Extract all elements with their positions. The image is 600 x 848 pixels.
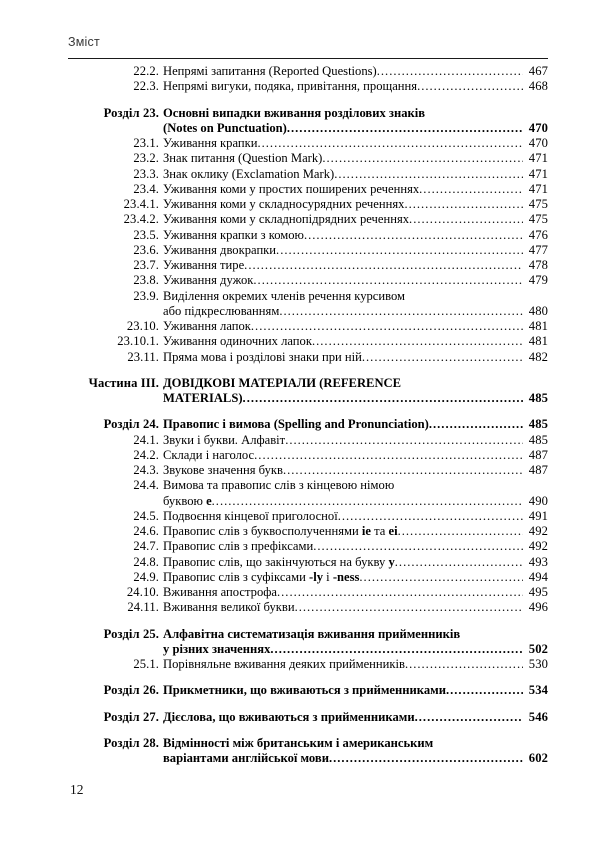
toc-entry[interactable] xyxy=(68,627,548,642)
toc-entry[interactable] xyxy=(68,376,548,391)
toc-entry-title: Уживання двокрапки xyxy=(163,242,277,257)
toc-dot-leader xyxy=(254,448,523,463)
toc-entry[interactable] xyxy=(68,751,548,766)
toc-entry-body xyxy=(163,657,548,672)
toc-entry-title: Знак оклику (Exclamation Mark) xyxy=(163,166,335,181)
toc-entry-body xyxy=(163,197,548,212)
toc-page-number: 467 xyxy=(528,64,548,78)
toc-entry-body xyxy=(163,136,548,151)
toc-entry[interactable] xyxy=(68,334,548,349)
toc-entry-body xyxy=(163,64,548,79)
toc-entry-body xyxy=(163,106,548,121)
toc-entry-number: 23.11. xyxy=(127,349,159,364)
toc-page-number: 502 xyxy=(528,641,548,656)
toc-page-number: 492 xyxy=(528,539,548,554)
toc-page-number: 485 xyxy=(528,391,548,405)
toc-entry-body xyxy=(163,710,548,725)
toc-entry-title: Виділення окремих членів речення курсивом xyxy=(163,288,406,303)
toc-entry[interactable] xyxy=(68,258,548,273)
toc-dot-leader xyxy=(395,555,523,570)
toc-entry[interactable] xyxy=(68,710,548,725)
toc-dot-leader xyxy=(253,273,523,288)
toc-entry-number: 24.2. xyxy=(133,447,159,462)
toc-entry-body xyxy=(163,751,548,766)
toc-entry[interactable] xyxy=(68,570,548,585)
toc-page-number: 478 xyxy=(528,258,548,272)
toc-entry[interactable] xyxy=(68,167,548,182)
toc-entry-body xyxy=(163,642,548,657)
toc-dot-leader xyxy=(212,494,523,509)
toc-entry-body xyxy=(163,448,548,463)
toc-page-number: 476 xyxy=(528,227,548,242)
toc-entry-title: Звуки і букви. Алфавіт xyxy=(163,432,286,447)
toc-dot-leader xyxy=(313,539,523,554)
toc-page-number: 480 xyxy=(528,303,548,318)
toc-entry-number: 24.4. xyxy=(133,478,159,493)
toc-entry-title: Уживання крапки xyxy=(163,136,258,150)
toc-entry-number: Розділ 28. xyxy=(103,735,159,750)
folio-page-number: 12 xyxy=(70,782,84,797)
toc-spacer xyxy=(68,672,548,683)
toc-page-number: 470 xyxy=(528,120,548,135)
toc-page-number: 471 xyxy=(528,181,548,196)
toc-dot-leader xyxy=(329,751,523,766)
toc-entry-number: Розділ 24. xyxy=(103,417,159,432)
toc-entry-body xyxy=(163,121,548,136)
toc-entry-number: 23.3. xyxy=(133,166,159,181)
toc-dot-leader xyxy=(405,657,523,672)
toc-dot-leader xyxy=(398,524,523,539)
toc-dot-leader xyxy=(251,319,523,334)
toc-spacer xyxy=(68,95,548,106)
toc-entry[interactable] xyxy=(68,197,548,212)
toc-entry-number: Розділ 27. xyxy=(103,709,159,724)
toc-page-number: 468 xyxy=(528,79,548,94)
toc-dot-leader xyxy=(415,710,523,725)
toc-entry[interactable] xyxy=(68,350,548,365)
toc-page-number: 475 xyxy=(528,212,548,227)
toc-entry-number: 24.5. xyxy=(133,508,159,523)
toc-page-number: 485 xyxy=(528,417,548,432)
toc-entry-body xyxy=(163,167,548,182)
toc-entry[interactable] xyxy=(68,319,548,334)
toc-entry-number: 23.1. xyxy=(133,136,159,150)
toc-entry-body xyxy=(163,273,548,288)
toc-entry[interactable] xyxy=(68,151,548,166)
toc-entry-number: Частина III. xyxy=(88,375,159,390)
toc-entry-body xyxy=(163,478,548,493)
toc-entry-body xyxy=(163,228,548,243)
toc-entry-number: 23.4.2. xyxy=(123,212,159,227)
toc-entry[interactable] xyxy=(68,417,548,432)
toc-entry-title: Вживання великої букви xyxy=(163,600,295,615)
toc-entry[interactable] xyxy=(68,448,548,463)
toc-entry-body xyxy=(163,433,548,448)
toc-entry[interactable] xyxy=(68,555,548,570)
toc-entry-title: Уживання одиночних лапок xyxy=(163,334,312,349)
toc-dot-leader xyxy=(429,417,523,432)
toc-dot-leader xyxy=(312,334,523,349)
toc-dot-leader xyxy=(243,391,523,406)
toc-entry-title: Вимова та правопис слів з кінцевою німою xyxy=(163,478,395,493)
toc-entry-body xyxy=(163,151,548,166)
toc-entry-body xyxy=(163,376,548,391)
toc-entry-body xyxy=(163,182,548,197)
toc-spacer xyxy=(68,616,548,627)
toc-entry-title: Пряма мова і розділові знаки при ній xyxy=(163,349,362,364)
toc-dot-leader xyxy=(277,585,523,600)
toc-entry-title: Уживання тире xyxy=(163,258,245,272)
toc-page-number: 475 xyxy=(528,197,548,211)
toc-entry-number: 24.8. xyxy=(133,554,159,569)
toc-entry[interactable] xyxy=(68,64,548,79)
toc-page-number: 496 xyxy=(528,600,548,615)
toc-entry[interactable] xyxy=(68,463,548,478)
toc-entry-title: Вживання апострофа xyxy=(163,585,277,599)
toc-page-number: 481 xyxy=(528,319,548,333)
toc-entry[interactable] xyxy=(68,121,548,136)
toc-entry-title: буквою e xyxy=(163,493,212,508)
toc-dot-leader xyxy=(322,151,523,166)
toc-entry-title: Непрямі запитання (Reported Questions) xyxy=(163,64,377,78)
toc-entry-number: 23.7. xyxy=(133,258,159,272)
header-rule xyxy=(68,58,548,59)
toc-dot-leader xyxy=(338,509,523,524)
toc-dot-leader xyxy=(295,600,523,615)
toc-entry[interactable] xyxy=(68,509,548,524)
toc-entry-number: 23.8. xyxy=(133,273,159,288)
toc-page-number: 495 xyxy=(528,585,548,599)
toc-entry-number: 23.6. xyxy=(133,242,159,257)
toc-dot-leader xyxy=(404,197,523,212)
toc-entry[interactable] xyxy=(68,494,548,509)
toc-dot-leader xyxy=(287,121,523,136)
toc-dot-leader xyxy=(419,182,523,197)
toc-page-number: 490 xyxy=(528,493,548,508)
toc-dot-leader xyxy=(359,570,523,585)
toc-entry-title: Звукове значення букв xyxy=(163,463,283,477)
toc-entry-body xyxy=(163,627,548,642)
toc-entry[interactable] xyxy=(68,600,548,615)
toc-entry-body xyxy=(163,79,548,94)
toc-entry-title: Прикметники, що вживаються з прийменниками xyxy=(163,683,446,698)
toc-entry-body xyxy=(163,524,548,539)
toc-entry-body xyxy=(163,600,548,615)
toc-entry-title: Уживання дужок xyxy=(163,273,254,288)
toc-page-number: 492 xyxy=(528,524,548,538)
toc-entry-title: MATERIALS) xyxy=(163,391,243,405)
toc-entry-title: Подвоєння кінцевої приголосної xyxy=(163,508,338,523)
toc-entry-body xyxy=(163,585,548,600)
toc-spacer xyxy=(68,699,548,710)
toc-entry-title: Знак питання (Question Mark) xyxy=(163,151,323,166)
toc-entry-title: Правопис слів, що закінчуються на букву y xyxy=(163,554,395,569)
toc-dot-leader xyxy=(276,243,523,258)
toc-entry-body xyxy=(163,570,548,585)
toc-page-number: 491 xyxy=(528,508,548,523)
toc-entry-title: Уживання лапок xyxy=(163,319,251,333)
toc-entry-title: Правопис слів з префіксами xyxy=(163,539,314,554)
toc-page-number: 487 xyxy=(528,463,548,477)
toc-entry[interactable] xyxy=(68,212,548,227)
toc-entry-title: Порівняльне вживання деяких прийменників xyxy=(163,657,405,671)
toc-page-number: 479 xyxy=(528,273,548,288)
toc-entry-title: Уживання коми у складносурядних реченнях xyxy=(163,197,405,211)
toc-entry-title: Правопис і вимова (Spelling and Pronunciation) xyxy=(163,417,429,432)
toc-entry[interactable] xyxy=(68,106,548,121)
toc-entry-title: Уживання коми у простих поширених реченнях xyxy=(163,181,420,196)
toc-entry-body xyxy=(163,683,548,698)
toc-entry-body xyxy=(163,212,548,227)
toc-page-number: 494 xyxy=(528,569,548,584)
toc-entry-body xyxy=(163,334,548,349)
toc-dot-leader xyxy=(285,433,523,448)
toc-entry-body xyxy=(163,463,548,478)
toc-page-number: 493 xyxy=(528,554,548,569)
toc-dot-leader xyxy=(270,642,523,657)
toc-entry-title: ДОВІДКОВІ МАТЕРІАЛИ (REFERENCE xyxy=(163,375,402,390)
toc-page-number: 470 xyxy=(528,136,548,150)
toc-entry-number: 24.1. xyxy=(133,432,159,447)
toc-entry[interactable] xyxy=(68,182,548,197)
toc-entry-number: 24.7. xyxy=(133,539,159,554)
toc-entry[interactable] xyxy=(68,657,548,672)
toc-entry-number: 24.11. xyxy=(127,600,159,615)
toc-dot-leader xyxy=(244,258,523,273)
toc-page-number: 530 xyxy=(528,657,548,671)
toc-entry-body xyxy=(163,391,548,406)
toc-page-number: 471 xyxy=(528,166,548,181)
toc-entry-body xyxy=(163,417,548,432)
toc-dot-leader xyxy=(283,463,523,478)
toc-spacer xyxy=(68,365,548,376)
toc-entry-title: у різних значеннях xyxy=(163,641,271,656)
toc-entry-number: Розділ 25. xyxy=(103,626,159,641)
toc-list xyxy=(68,64,548,766)
toc-entry[interactable] xyxy=(68,228,548,243)
toc-entry-number: 24.6. xyxy=(133,524,159,538)
toc-entry[interactable] xyxy=(68,79,548,94)
toc-page-number: 534 xyxy=(528,683,548,698)
toc-entry-body xyxy=(163,258,548,273)
toc-entry-title: Непрямі вигуки, подяка, привітання, прощання xyxy=(163,79,418,94)
toc-entry-number: 24.3. xyxy=(133,463,159,477)
toc-entry-body xyxy=(163,319,548,334)
running-head: Зміст xyxy=(68,35,100,49)
toc-entry-title: або підкреслюванням xyxy=(163,303,280,318)
toc-entry-number: 23.2. xyxy=(133,151,159,166)
toc-page-number: 602 xyxy=(528,751,548,765)
toc-dot-leader xyxy=(446,683,523,698)
toc-entry[interactable] xyxy=(68,524,548,539)
toc-entry[interactable] xyxy=(68,683,548,698)
toc-page-number: 471 xyxy=(528,151,548,166)
toc-page-number: 487 xyxy=(528,447,548,462)
toc-entry-body xyxy=(163,736,548,751)
toc-dot-leader xyxy=(409,212,523,227)
toc-entry-number: 23.9. xyxy=(133,288,159,303)
toc-dot-leader xyxy=(362,350,523,365)
toc-entry-title: Алфавітна систематизація вживання прийменників xyxy=(163,626,461,641)
toc-entry[interactable] xyxy=(68,736,548,751)
toc-entry[interactable] xyxy=(68,539,548,554)
toc-dot-leader xyxy=(279,304,523,319)
toc-dot-leader xyxy=(417,79,523,94)
toc-page-number: 481 xyxy=(528,334,548,349)
toc-entry-title: Правопис слів з суфіксами -ly і -ness xyxy=(163,569,360,584)
toc-entry-number: 23.4.1. xyxy=(123,197,159,211)
toc-entry-body xyxy=(163,494,548,509)
toc-entry-number: 24.9. xyxy=(133,569,159,584)
toc-dot-leader xyxy=(334,167,523,182)
toc-entry-title: Відмінності між британським і американським xyxy=(163,735,434,750)
toc-entry-number: 23.4. xyxy=(133,181,159,196)
toc-entry-number: 24.10. xyxy=(126,585,159,599)
toc-entry-title: Уживання коми у складнопідрядних реченнях xyxy=(163,212,410,227)
toc-entry[interactable] xyxy=(68,289,548,304)
toc-entry-title: (Notes on Punctuation) xyxy=(163,120,287,135)
toc-entry[interactable] xyxy=(68,304,548,319)
toc-entry-number: 22.2. xyxy=(133,64,159,78)
toc-entry-title: Дієслова, що вживаються з прийменниками xyxy=(163,709,415,724)
toc-entry[interactable] xyxy=(68,391,548,406)
toc-entry-number: 23.10. xyxy=(126,319,159,333)
toc-entry-title: варіантами англійської мови xyxy=(163,751,329,765)
toc-entry[interactable] xyxy=(68,243,548,258)
toc-entry-body xyxy=(163,350,548,365)
toc-page-number: 477 xyxy=(528,242,548,257)
toc-spacer xyxy=(68,406,548,417)
toc-entry[interactable] xyxy=(68,136,548,151)
toc-spacer xyxy=(68,725,548,736)
toc-entry-title: Правопис слів з буквосполученнями ie та ei xyxy=(163,524,398,538)
toc-page-number: 485 xyxy=(528,432,548,447)
toc-entry[interactable] xyxy=(68,433,548,448)
toc-entry-title: Склади і наголос xyxy=(163,447,255,462)
toc-entry-body xyxy=(163,555,548,570)
toc-entry-body xyxy=(163,289,548,304)
toc-entry-title: Уживання крапки з комою xyxy=(163,227,304,242)
toc-entry[interactable] xyxy=(68,585,548,600)
toc-entry-body xyxy=(163,509,548,524)
toc-entry-number: 23.5. xyxy=(133,227,159,242)
toc-entry[interactable] xyxy=(68,478,548,493)
toc-page-number: 482 xyxy=(528,349,548,364)
toc-dot-leader xyxy=(257,136,523,151)
toc-entry-body xyxy=(163,304,548,319)
toc-entry[interactable] xyxy=(68,642,548,657)
toc-entry-title: Основні випадки вживання розділових знаків xyxy=(163,105,426,120)
toc-entry[interactable] xyxy=(68,273,548,288)
toc-entry-body xyxy=(163,539,548,554)
toc-entry-number: 25.1. xyxy=(133,657,159,671)
toc-dot-leader xyxy=(304,228,523,243)
toc-entry-number: Розділ 23. xyxy=(103,105,159,120)
toc-entry-body xyxy=(163,243,548,258)
toc-entry-number: Розділ 26. xyxy=(103,683,159,698)
toc-dot-leader xyxy=(377,64,523,79)
toc-page-number: 546 xyxy=(528,709,548,724)
toc-entry-number: 23.10.1. xyxy=(117,334,159,349)
toc-entry-number: 22.3. xyxy=(133,79,159,94)
